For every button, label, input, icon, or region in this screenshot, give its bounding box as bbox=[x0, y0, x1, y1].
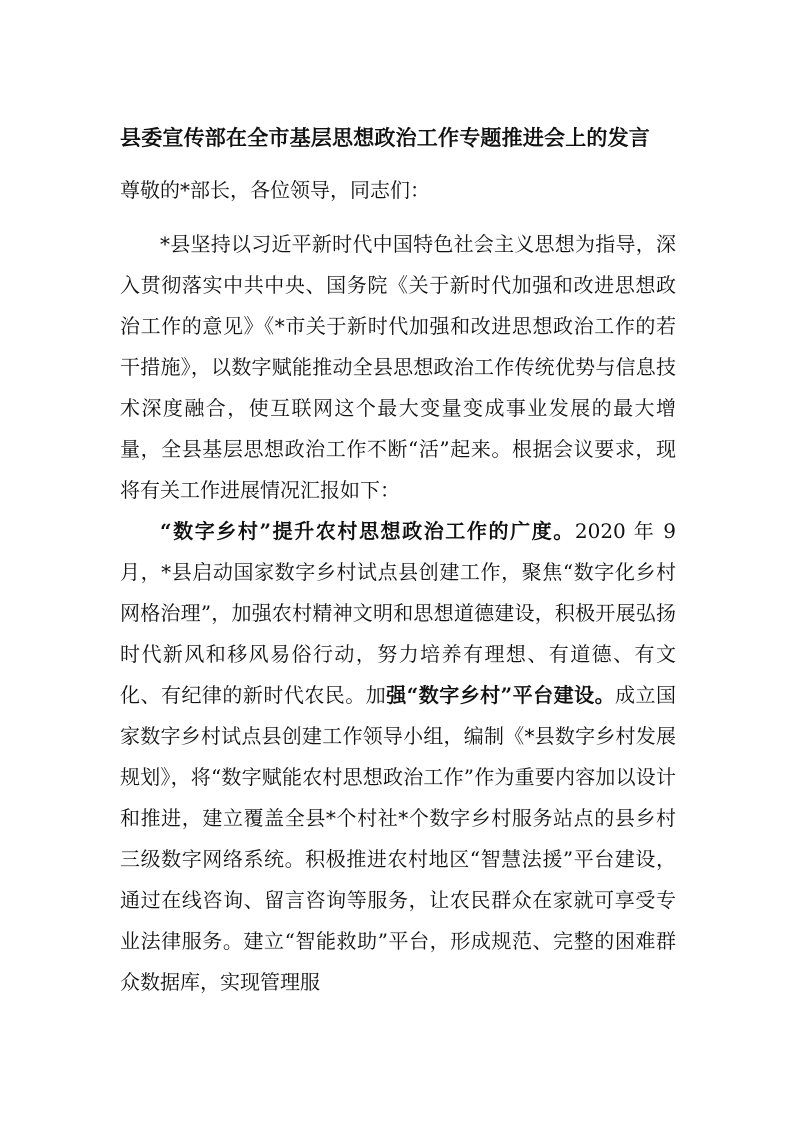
paragraph-1: *县坚持以习近平新时代中国特色社会主义思想为指导，深入贯彻落实中共中央、国务院《关于新时代加强和改进思想政治工作的意见》《*市关于新时代加强和改进思想政治工作的若干措施》，以数字赋能推动全县思想政治工作传统优势与信息技术深度融合，使互联网这个最大变量变成事业发展的最大增量，全县基层思想政治工作不断“活”起来。根据会议要求，现将有关工作进展情况汇报如下： bbox=[120, 232, 676, 502]
salutation: 尊敬的*部长，各位领导，同志们： bbox=[120, 178, 430, 202]
paragraph-2 bbox=[120, 511, 676, 1003]
paragraph-2-text-1: 2020 年 9 月，*县启动国家数字乡村试点县创建工作，聚焦“数字化乡村网格治理”，加强农村精神文明和思想道德建设，积极开展弘扬时代新风和移风易俗行动，努力培养有理想、有道德、有文化、有纪律的新时代农民。加 bbox=[120, 519, 676, 707]
section-heading: “数字乡村”提升农村思想政治工作的广度。 bbox=[160, 519, 575, 543]
section-subheading: 强“数字乡村”平台建设。 bbox=[386, 683, 616, 707]
paragraph-2-text-2: 成立国家数字乡村试点县创建工作领导小组，编制《*县数字乡村发展规划》，将“数字赋能农村思想政治工作”作为重要内容加以设计和推进，建立覆盖全县*个村社*个数字乡村服务站点的县乡村三级数字网络系统。积极推进农村地区“智慧法援”平台建设，通过在线咨询、留言咨询等服务，让农民群众在家就可享受专业法律服务。建立“智能救助”平台，形成规范、完整的困难群众数据库，实现管理服 bbox=[120, 683, 677, 994]
document-title: 县委宣传部在全市基层思想政治工作专题推进会上的发言 bbox=[120, 125, 650, 150]
